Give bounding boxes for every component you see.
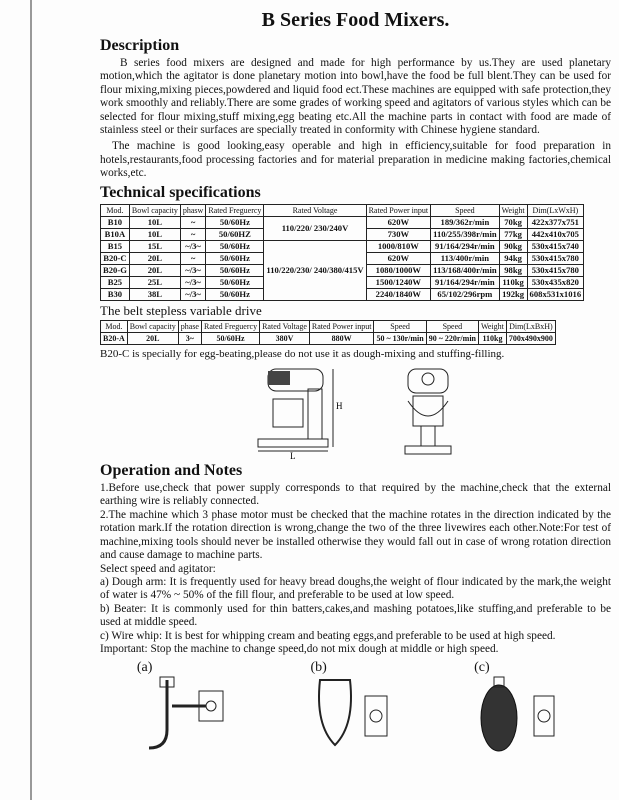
table-cell: 25L	[129, 276, 180, 288]
table-cell: 1080/1000W	[366, 264, 431, 276]
table-cell: 380V	[260, 332, 310, 344]
col-header: Rated Freguercy	[201, 320, 259, 332]
table-row	[101, 240, 584, 252]
col-header: Rated Power input	[309, 320, 374, 332]
table-cell: B10A	[101, 228, 130, 240]
beater-note: b) Beater: It is commonly used for thin batters,cakes,and mashing potatoes,like stuffing,and preferable to be used at middle speed.	[100, 602, 611, 629]
col-header: Mod.	[101, 204, 130, 216]
col-header: Weight	[499, 204, 527, 216]
col-header: Bowl capacity	[129, 204, 180, 216]
important-note: Important: Stop the machine to change speed,do not mix dough at middle or high speed.	[100, 642, 499, 655]
table-cell: B25	[101, 276, 130, 288]
table-cell: 15L	[129, 240, 180, 252]
table-cell: 530x415x740	[527, 240, 584, 252]
table-cell: 620W	[366, 216, 431, 228]
length-label: L	[290, 451, 296, 460]
table-cell: 2240/1840W	[366, 288, 431, 300]
col-header: Dim(LxBxH)	[506, 320, 555, 332]
table-cell: ~	[180, 228, 205, 240]
table-cell: 38L	[129, 288, 180, 300]
table-cell: 94kg	[499, 252, 527, 264]
col-header: Speed	[431, 204, 500, 216]
scan-margin-line	[30, 0, 32, 800]
table-cell: 110kg	[479, 332, 507, 344]
description-heading: Description	[100, 37, 180, 54]
table-cell: 50/60Hz	[206, 264, 264, 276]
table-cell: 700x490x900	[506, 332, 555, 344]
agitator-a	[137, 660, 237, 756]
col-header: Bowl capacity	[127, 320, 178, 332]
table-cell: 90kg	[499, 240, 527, 252]
table-cell: 70kg	[499, 216, 527, 228]
table-cell: B20-G	[101, 264, 130, 276]
table-cell: 530x415x780	[527, 264, 584, 276]
table-cell: 20L	[129, 264, 180, 276]
table-cell: 113/168/400r/min	[431, 264, 500, 276]
table-cell: 1500/1240W	[366, 276, 431, 288]
table-cell: 98kg	[499, 264, 527, 276]
table-cell: 77kg	[499, 228, 527, 240]
table-cell: 50 ~ 130r/min	[374, 332, 426, 344]
wire-whip-icon	[474, 676, 574, 756]
mixer-front-diagram	[393, 363, 463, 459]
operation-heading: Operation and Notes	[100, 462, 243, 480]
col-header: Speed	[426, 320, 478, 332]
table-cell: 91/164/294r/min	[431, 276, 500, 288]
table-cell: 50/60Hz	[201, 332, 259, 344]
agitator-c	[474, 660, 574, 756]
page-title: B Series Food Mixers.	[261, 9, 450, 31]
table-cell: 90 ~ 220r/min	[426, 332, 478, 344]
table-cell: 110/220/230/ 240/380/415V	[264, 240, 366, 300]
table-cell: 50/60Hz	[206, 216, 264, 228]
table-cell: 20L	[129, 252, 180, 264]
table-cell: 442x410x705	[527, 228, 584, 240]
col-header: phase	[178, 320, 201, 332]
agitator-row	[100, 660, 611, 756]
table-cell: 530x415x780	[527, 252, 584, 264]
table-cell: 91/164/294r/min	[431, 240, 500, 252]
table-cell: 3~	[178, 332, 201, 344]
specs-heading: Technical specifications	[100, 183, 261, 201]
belt-table	[100, 320, 556, 345]
table-cell: 730W	[366, 228, 431, 240]
height-label: H	[336, 401, 343, 412]
table-cell: 10L	[129, 216, 180, 228]
table-cell: 880W	[309, 332, 374, 344]
description-para2: The machine is good looking,easy operable and high in efficiency,suitable for food preparation in hotels,restaurants,food processing factories and for material preparation in medicine making factories,chemical works,etc.	[100, 140, 611, 180]
belt-note: B20-C is specially for egg-beating,please do not use it as dough-mixing and stuffing-filling.	[100, 347, 505, 360]
table-row	[101, 216, 584, 228]
col-header: Rated Voltage	[260, 320, 310, 332]
table-cell: ~/3~	[180, 276, 205, 288]
operation-note-1: 1.Before use,check that power supply corresponds to that required by the machine,check that the external earthing wire is reliably connected.	[100, 482, 611, 508]
table-cell: B10	[101, 216, 130, 228]
table-cell: 110/220/ 230/240V	[264, 216, 366, 240]
table-cell: 50/60Hz	[206, 252, 264, 264]
select-speed-label: Select speed and agitator:	[100, 562, 216, 575]
table-row	[101, 332, 556, 344]
table-cell: 20L	[127, 332, 178, 344]
beater-icon	[310, 676, 400, 756]
table-cell: ~/3~	[180, 240, 205, 252]
table-cell: 620W	[366, 252, 431, 264]
table-cell: 50/60Hz	[206, 288, 264, 300]
table-cell: 1000/810W	[366, 240, 431, 252]
mixer-side-diagram	[248, 363, 348, 459]
wire-whip-note: c) Wire whip: It is best for whipping cream and beating eggs,and preferable to be used at high speed.	[100, 629, 556, 642]
table-cell: 608x531x1016	[527, 288, 584, 300]
table-cell: 192kg	[499, 288, 527, 300]
table-cell: 65/102/296rpm	[431, 288, 500, 300]
col-header: Dim(LxWxH)	[527, 204, 584, 216]
table-cell: 189/362r/min	[431, 216, 500, 228]
table-cell: 10L	[129, 228, 180, 240]
table-cell: B20-C	[101, 252, 130, 264]
table-cell: ~	[180, 252, 205, 264]
agitator-a-label: (a)	[136, 660, 153, 676]
col-header: Rated Power input	[366, 204, 431, 216]
table-cell: 50/60Hz	[206, 240, 264, 252]
table-cell: B30	[101, 288, 130, 300]
agitator-b	[310, 660, 400, 756]
col-header: Weight	[479, 320, 507, 332]
operation-note-2: 2.The machine which 3 phase motor must be checked that the machine rotates in the direction indicated by the rotation mark.If the rotation direction is wrong,change the two of the three livewires each other.Note:For test of machine,mixing tools should never be installed otherwise they would fall out in case of wrong rotation direction and cause damage to machine parts.	[100, 508, 611, 562]
agitator-b-label: (b)	[310, 660, 327, 676]
table-header-row	[101, 204, 584, 216]
col-header: Mod.	[101, 320, 128, 332]
col-header: phasw	[180, 204, 205, 216]
table-cell: ~/3~	[180, 264, 205, 276]
table-cell: 50/60HZ	[206, 228, 264, 240]
table-cell: 530x435x820	[527, 276, 584, 288]
specs-table	[100, 204, 584, 301]
mixer-diagrams	[100, 363, 611, 459]
table-cell: B20-A	[101, 332, 128, 344]
table-cell: 422x377x751	[527, 216, 584, 228]
description-para1: B series food mixers are designed and made for high performance by us.They are used planetary motion,which the agitator is done planetary motion into bowl,have the food be full blent.They can be used for flour mixing,mixing pieces,powdered and liquid food ect.These machines are equipped with safe protection,they work smoothly and reliably.There are some grades of working speed and agitators of various styles which can be selected for flour mixing,stuff mixing,egg beating etc.All the machine parts in contact with food are made of stainless steel or their surfaces are specially treated in conformity with Chinese hygiene standard.	[100, 57, 611, 137]
col-header: Rated Voltage	[264, 204, 366, 216]
table-cell: 113/400r/min	[431, 252, 500, 264]
table-cell: B15	[101, 240, 130, 252]
table-cell: ~/3~	[180, 288, 205, 300]
table-cell: 110kg	[499, 276, 527, 288]
dough-hook-icon	[137, 676, 237, 756]
table-header-row	[101, 320, 556, 332]
table-cell: 50/60Hz	[206, 276, 264, 288]
table-cell: ~	[180, 216, 205, 228]
col-header: Speed	[374, 320, 426, 332]
belt-heading: The belt stepless variable drive	[100, 302, 262, 318]
col-header: Rated Freguercy	[206, 204, 264, 216]
dough-arm-note: a) Dough arm: It is frequently used for heavy bread doughs,the weight of flour indicated by the mark,the weight of water is 47% ~ 50% of the fill flour, and preferable to be used at low speed.	[100, 575, 611, 602]
table-cell: 110/255/398r/min	[431, 228, 500, 240]
agitator-c-label: (c)	[474, 660, 490, 676]
